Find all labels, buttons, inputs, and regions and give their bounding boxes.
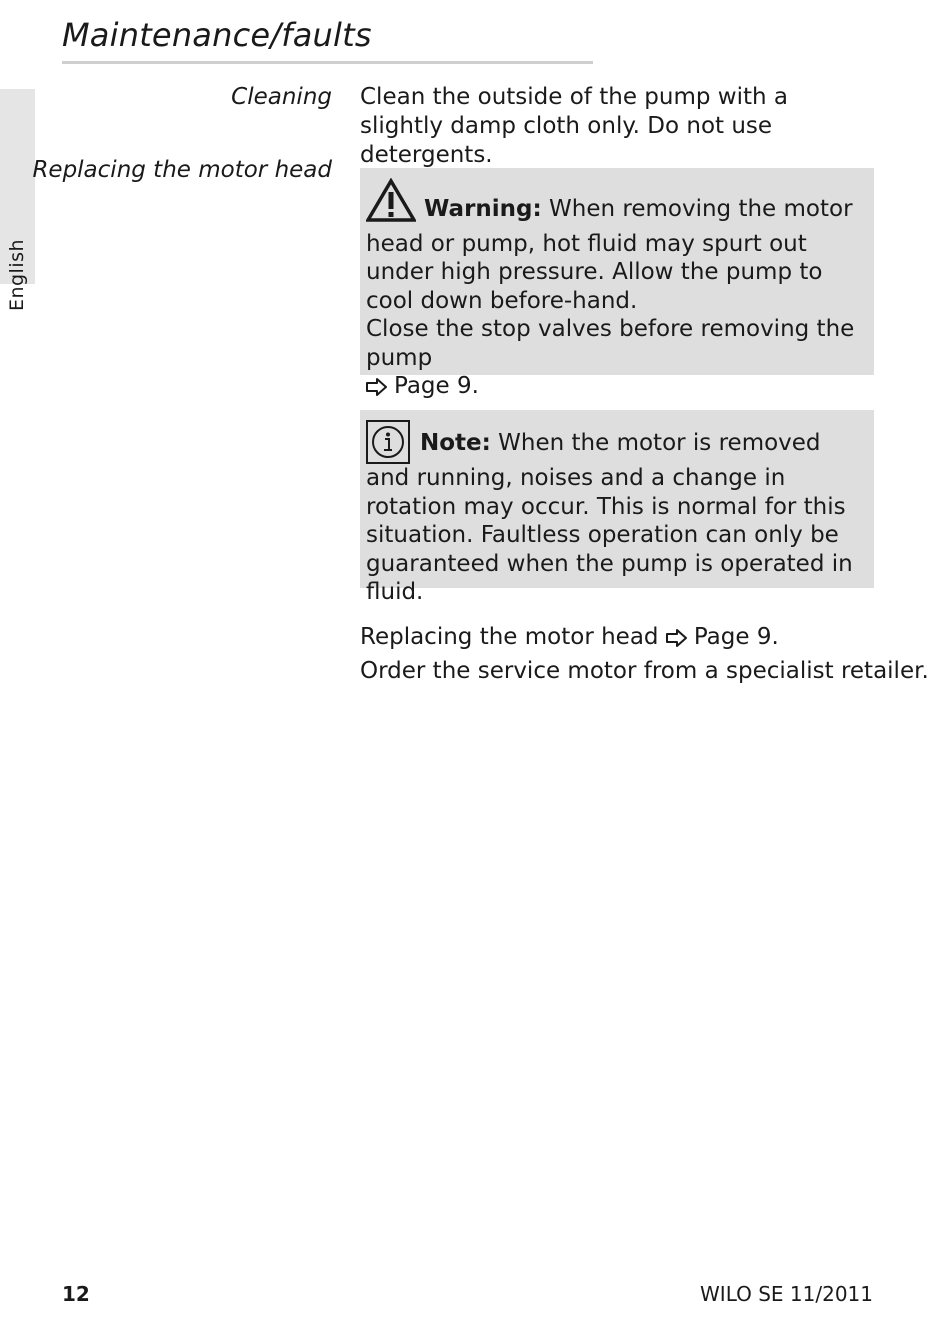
- instruction-line: [360, 624, 779, 653]
- order-text: Order the service motor from a specialist retailer.: [360, 658, 929, 684]
- cleaning-text: Clean the outside of the pump with a slightly damp cloth only. Do not use detergents.: [360, 84, 788, 168]
- language-tab: [0, 89, 35, 312]
- replacing-label: Replacing the motor head: [32, 157, 332, 183]
- language-label: English: [6, 238, 28, 312]
- arrow-right-icon: [666, 627, 688, 653]
- warning-line2: Close the stop valves before removing the pump: [366, 316, 855, 371]
- warning-heading: Warning:: [424, 196, 542, 222]
- note-text: [366, 420, 868, 607]
- title-divider: [62, 61, 593, 64]
- info-icon: [366, 420, 410, 464]
- warning-triangle-icon: [366, 178, 416, 230]
- instruction-text: Replacing the motor head: [360, 624, 659, 650]
- warning-text: [366, 178, 868, 315]
- footer-brand: WILO SE 11/2011: [700, 1282, 873, 1306]
- note-body: When the motor is removed and running, noises and a change in rotation may occur. This is normal for this situation. Faultless operation can only be guaranteed when the pump is operated in fluid.: [366, 430, 853, 605]
- arrow-right-icon: [366, 375, 388, 404]
- cleaning-label: Cleaning: [231, 84, 332, 110]
- warning-body: When removing the motor head or pump, hot fluid may spurt out under high pressure. Allow the pump to cool down before-hand.: [366, 196, 853, 314]
- warning-box: [360, 168, 874, 399]
- page-number: 12: [62, 1282, 90, 1306]
- note-box: [360, 410, 874, 605]
- note-heading: Note:: [420, 430, 491, 456]
- instruction-page-ref[interactable]: Page 9.: [693, 624, 779, 650]
- warning-ref-line: [366, 372, 868, 404]
- page-title: Maintenance/faults: [62, 16, 372, 54]
- warning-page-ref[interactable]: Page 9.: [394, 373, 479, 399]
